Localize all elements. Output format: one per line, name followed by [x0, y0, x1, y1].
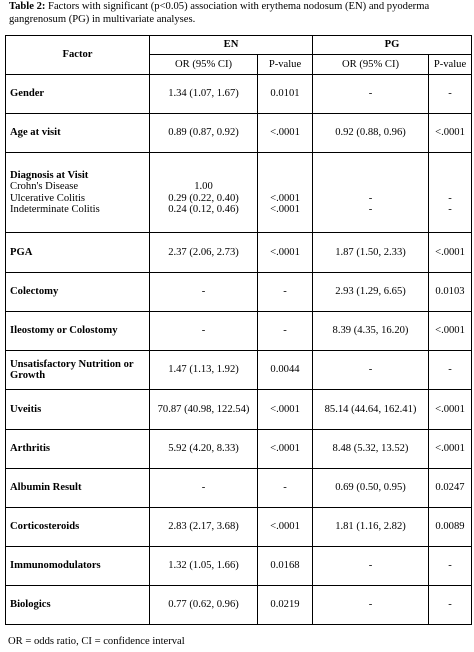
table-row [6, 75, 472, 114]
caption-text: Factors with significant (p<0.05) association with erythema nodosum (EN) and pyoderma gangrenosum (PG) in multivariate analyses. [9, 1, 430, 25]
pg-or-cell: 8.48 (5.32, 13.52) [313, 430, 429, 469]
pg-p-cell [429, 153, 472, 233]
row-factor: Arthritis [6, 430, 150, 469]
en-or-cell: 0.89 (0.87, 0.92) [150, 114, 258, 153]
en-p-cell: <.0001 [258, 114, 313, 153]
table-row [6, 233, 472, 273]
en-or-cell: 1.34 (1.07, 1.67) [150, 75, 258, 114]
en-or-cell: 2.83 (2.17, 3.68) [150, 508, 258, 547]
header-factor: Factor [6, 36, 150, 75]
en-p-cell: 0.0101 [258, 75, 313, 114]
pg-p-cell: <.0001 [429, 312, 472, 351]
en-or-value: 1.00 [194, 181, 213, 192]
table-row [6, 390, 472, 430]
row-factor: Gender [6, 75, 150, 114]
pg-p-cell: <.0001 [429, 114, 472, 153]
en-or-cell: 1.32 (1.05, 1.66) [150, 547, 258, 586]
en-or-cell: 70.87 (40.98, 122.54) [150, 390, 258, 430]
en-or-value: 0.24 (0.12, 0.46) [168, 204, 239, 215]
header-pg: PG [313, 36, 472, 55]
table-row [6, 153, 472, 233]
pg-or-value [313, 181, 428, 193]
en-p-cell: <.0001 [258, 390, 313, 430]
table-row [6, 351, 472, 390]
pg-or-cell: 1.87 (1.50, 2.33) [313, 233, 429, 273]
results-table [5, 35, 472, 625]
pg-p-cell: <.0001 [429, 390, 472, 430]
pg-p-cell: 0.0247 [429, 469, 472, 508]
subcategory-label: Ulcerative Colitis [10, 192, 86, 204]
caption-label: Table 2: [9, 1, 46, 12]
pg-p-cell: <.0001 [429, 430, 472, 469]
en-or-value: 0.29 (0.22, 0.40) [168, 192, 239, 204]
pg-or-cell: 85.14 (44.64, 162.41) [313, 390, 429, 430]
pg-or-cell: 0.92 (0.88, 0.96) [313, 114, 429, 153]
table-row [6, 273, 472, 312]
table-row [6, 430, 472, 469]
pg-p-cell: - [429, 586, 472, 625]
pg-or-cell: 0.69 (0.50, 0.95) [313, 469, 429, 508]
pg-or-cell [313, 153, 429, 233]
en-p-cell: - [258, 312, 313, 351]
table-row [6, 469, 472, 508]
pg-p-cell: <.0001 [429, 233, 472, 273]
en-p-cell: - [258, 469, 313, 508]
en-or-cell: 0.77 (0.62, 0.96) [150, 586, 258, 625]
pg-or-cell: - [313, 75, 429, 114]
header-pg-p: P-value [429, 55, 472, 75]
en-or-cell: - [150, 469, 258, 508]
row-factor: Immunomodulators [6, 547, 150, 586]
row-factor: Albumin Result [6, 469, 150, 508]
row-factor: Age at visit [6, 114, 150, 153]
pg-p-cell: - [429, 547, 472, 586]
table-footnote: OR = odds ratio, CI = confidence interval [8, 636, 185, 647]
pg-p-value: - [448, 204, 452, 215]
table-row [6, 312, 472, 351]
pg-or-cell: - [313, 586, 429, 625]
pg-p-cell: 0.0089 [429, 508, 472, 547]
table-row [6, 508, 472, 547]
row-factor: Unsatisfactory Nutrition or Growth [6, 351, 150, 390]
pg-or-cell: - [313, 351, 429, 390]
table-caption [9, 1, 469, 26]
header-en-or: OR (95% CI) [150, 55, 258, 75]
en-p-cell [258, 153, 313, 233]
pg-or-cell: 2.93 (1.29, 6.65) [313, 273, 429, 312]
table-row [6, 114, 472, 153]
en-p-cell: <.0001 [258, 430, 313, 469]
en-p-value: <.0001 [270, 204, 300, 215]
row-factor: Corticosteroids [6, 508, 150, 547]
en-or-cell: - [150, 273, 258, 312]
en-or-cell: 2.37 (2.06, 2.73) [150, 233, 258, 273]
en-p-cell: 0.0044 [258, 351, 313, 390]
pg-p-value: - [448, 192, 452, 204]
en-p-value: <.0001 [270, 192, 300, 204]
en-or-cell: - [150, 312, 258, 351]
en-or-cell [150, 153, 258, 233]
en-p-value [258, 181, 312, 193]
table-row [6, 547, 472, 586]
row-factor [6, 153, 150, 233]
row-factor: PGA [6, 233, 150, 273]
pg-or-cell: 1.81 (1.16, 2.82) [313, 508, 429, 547]
pg-p-cell: - [429, 351, 472, 390]
pg-or-value: - [368, 204, 373, 215]
pg-or-value: - [368, 192, 373, 204]
subcategory-label: Indeterminate Colitis [10, 204, 100, 215]
header-en-p: P-value [258, 55, 313, 75]
row-factor-label: Diagnosis at Visit [10, 169, 89, 181]
en-p-cell: 0.0168 [258, 547, 313, 586]
table-row [6, 586, 472, 625]
pg-p-cell: - [429, 75, 472, 114]
en-p-cell: 0.0219 [258, 586, 313, 625]
row-factor: Ileostomy or Colostomy [6, 312, 150, 351]
en-p-cell: <.0001 [258, 508, 313, 547]
subcategory-label: Crohn's Disease [10, 181, 79, 192]
row-factor: Biologics [6, 586, 150, 625]
header-en: EN [150, 36, 313, 55]
en-or-cell: 5.92 (4.20, 8.33) [150, 430, 258, 469]
en-p-cell: - [258, 273, 313, 312]
pg-p-value [429, 181, 471, 193]
row-factor: Colectomy [6, 273, 150, 312]
en-p-cell: <.0001 [258, 233, 313, 273]
en-or-cell: 1.47 (1.13, 1.92) [150, 351, 258, 390]
pg-p-cell: 0.0103 [429, 273, 472, 312]
header-pg-or: OR (95% CI) [313, 55, 429, 75]
row-factor: Uveitis [6, 390, 150, 430]
pg-or-cell: - [313, 547, 429, 586]
pg-or-cell: 8.39 (4.35, 16.20) [313, 312, 429, 351]
